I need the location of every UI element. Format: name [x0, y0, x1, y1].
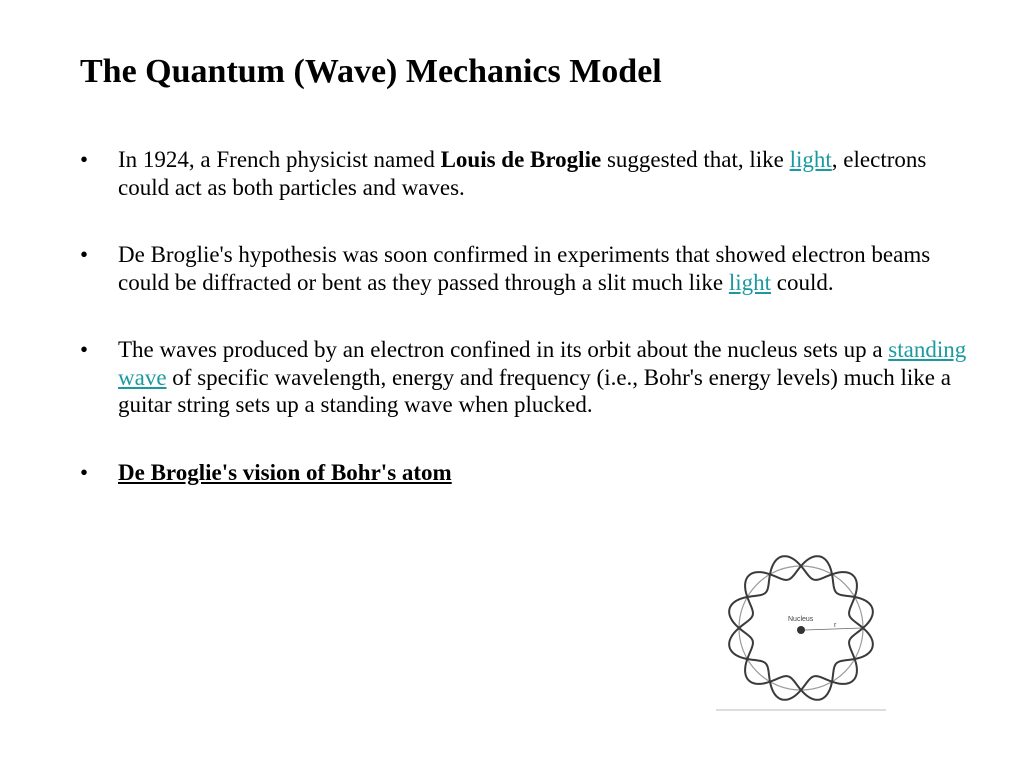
nucleus-dot [797, 626, 805, 634]
bullet-bold-name: Louis de Broglie [440, 147, 602, 172]
slide-title: The Quantum (Wave) Mechanics Model [80, 53, 662, 90]
bullet-item [80, 459, 980, 487]
bullet-marker: • [80, 459, 89, 485]
bullet-text: could. [771, 269, 834, 295]
bullet-list [80, 146, 980, 526]
bullet-text: suggested that, like [601, 147, 790, 172]
bullet-text: De Broglie's hypothesis was soon confirmed in experiments that showed electron beams could be diffracted or bent as they passed through a slit much like [118, 242, 931, 295]
standing-wave-atom-figure [714, 548, 889, 711]
radius-label: r [834, 622, 837, 629]
bohr-atom-vision-link[interactable]: De Broglie's vision of Bohr's atom [118, 459, 452, 485]
bullet-text: of specific wavelength, energy and frequency (i.e., Bohr's energy levels) much like a guitar string sets up a standing wave when plucked. [118, 364, 951, 417]
light-link[interactable]: light [728, 269, 771, 295]
light-link[interactable]: light [789, 147, 832, 172]
standing-wave-link[interactable]: standing wave [118, 337, 967, 390]
bullet-text: In 1924, a French physicist named [118, 147, 441, 172]
bullet-text: , electrons could act as both particles and waves. [118, 147, 927, 200]
bullet-item [80, 336, 980, 419]
bullet-text: The waves produced by an electron confined in its orbit about the nucleus sets up a [118, 337, 889, 362]
bullet-marker: • [80, 337, 89, 362]
bullet-item [80, 241, 980, 296]
bullet-marker: • [80, 147, 89, 172]
bullet-item [80, 146, 980, 201]
nucleus-label: Nucleus [788, 616, 814, 623]
bullet-marker: • [80, 242, 89, 267]
